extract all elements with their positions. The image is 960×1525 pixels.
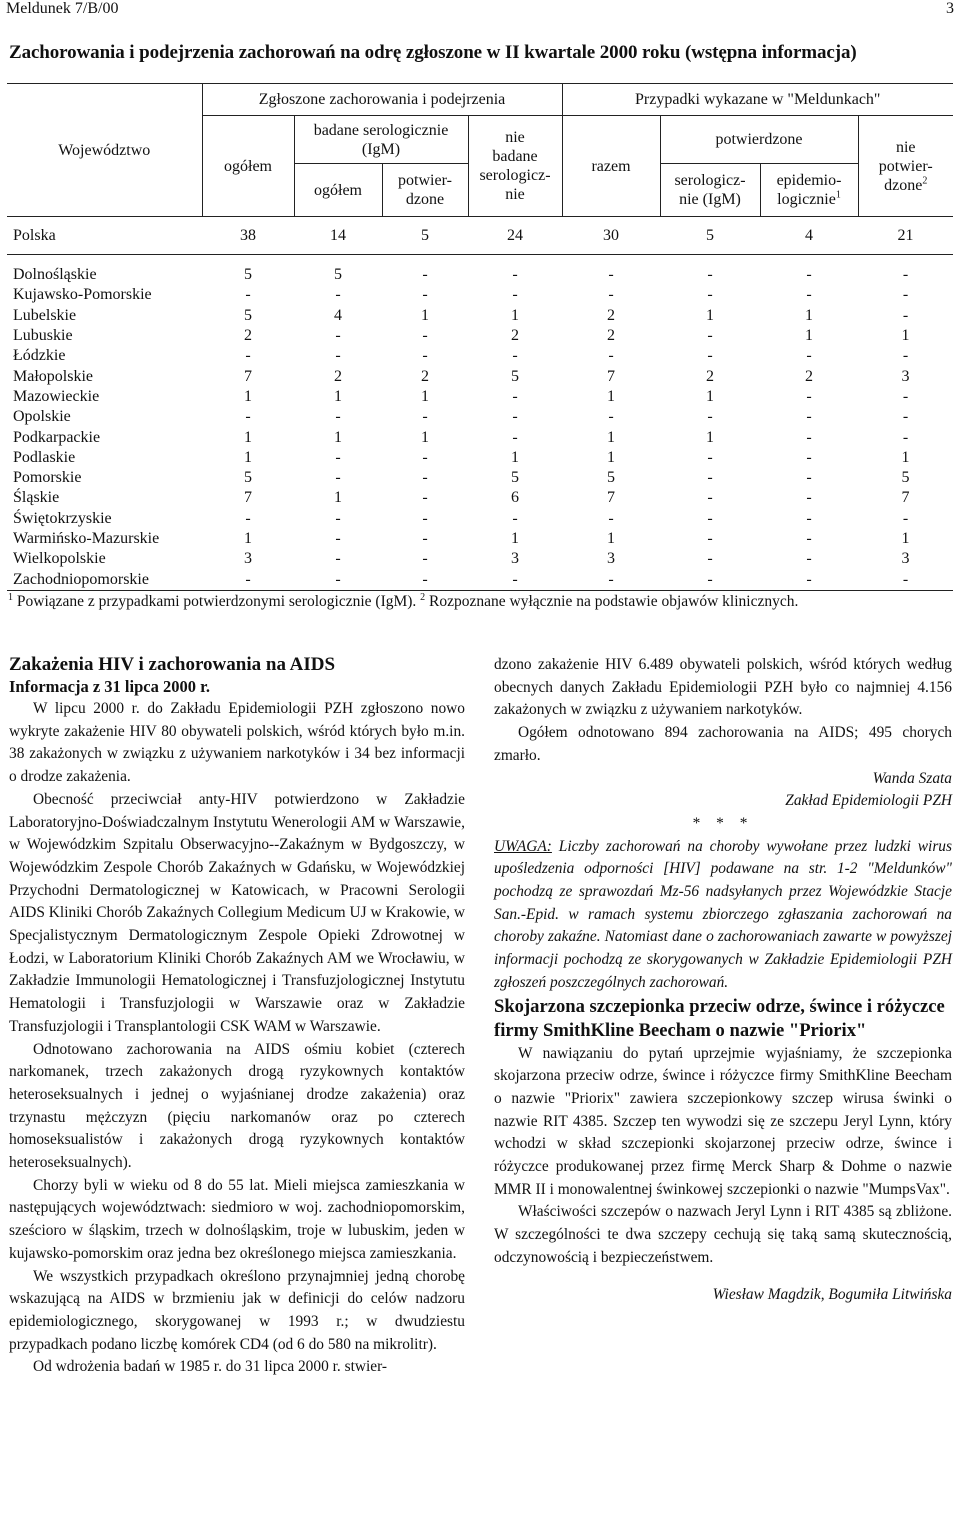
- table-cell: 1: [607, 428, 615, 446]
- table-cell: 2: [511, 327, 519, 345]
- table-row: [7, 265, 953, 285]
- table-cell: -: [335, 347, 341, 365]
- table-cell: 1: [421, 428, 429, 446]
- table-cell: 2: [607, 327, 615, 345]
- table-cell: -: [512, 286, 518, 304]
- table-cell: -: [608, 347, 614, 365]
- table-cell: -: [335, 327, 341, 345]
- table-cell: 1: [334, 489, 342, 507]
- table-cell: 3: [511, 550, 519, 568]
- table-cell: -: [422, 286, 428, 304]
- uwaga-text: Liczby zachorowań na choroby wywołane przez ludzki wirus upośledzenia odporności [HIV] podawane na str. 1-2 "Meldunków" pochodzą ze sprawozdań Mz-56 nadsyłanych przez Wojewódzkie Stacje San.-Epid. w ramach systemu zbiorczego zgłaszania zachorowań na choroby zakaźne. Natomiast dane o zachorowaniach zawarte w powyższej informacji pochodzą ze skorygowanych w Zakładzie Epidemiologii PZH zgłoszeń poszczególnych zachorowań.: [494, 837, 952, 991]
- table-cell: -: [707, 266, 713, 284]
- hiv-paragraph: Chorzy byli w wieku od 8 do 55 lat. Mieli miejsca zamieszkania w następujących województwach: siedmioro w woj. zachodniopomorskim, sześcioro w śląskim, trzech w dolnośląskim, troje w lubuskim, jeden w kujawsko-pomorskim oraz jedna bez określonego miejsca zamieszkania.: [9, 1176, 465, 1262]
- table-cell: -: [422, 347, 428, 365]
- col-sero-l1: serologicz-: [674, 172, 746, 189]
- table-cell: -: [245, 286, 251, 304]
- table-row: [7, 387, 953, 407]
- table-cell: -: [422, 408, 428, 426]
- region-name: Zachodniopomorskie: [7, 569, 202, 590]
- table-cell: -: [422, 469, 428, 487]
- table-cell: -: [707, 408, 713, 426]
- table-body: [7, 217, 953, 591]
- col-epidemiologicznie: [760, 164, 858, 217]
- hiv-subtitle: Informacja z 31 lipca 2000 r.: [9, 677, 211, 696]
- table-cell: 2: [607, 306, 615, 324]
- table-cell: -: [806, 550, 812, 568]
- table-cell: 1: [511, 530, 519, 547]
- total-cell: 5: [382, 217, 468, 255]
- total-name: Polska: [7, 217, 202, 255]
- table-row: [7, 285, 953, 305]
- table-cell: -: [902, 347, 909, 365]
- table-cell: 1: [244, 428, 252, 446]
- total-cell: 30: [562, 217, 660, 255]
- footnote-1: Powiązane z przypadkami potwierdzonymi serologicznie (IgM).: [16, 593, 417, 610]
- table-cell: -: [902, 286, 909, 304]
- col-nie-badane-l3: serologicz-: [479, 167, 551, 184]
- total-cell: 24: [468, 217, 562, 255]
- hiv-paragraph: Ogółem odnotowano 894 zachorowania na AIDS; 495 chorych zmarło.: [494, 724, 952, 764]
- region-name: Warmińsko-Mazurskie: [13, 530, 160, 547]
- table-cell: -: [806, 387, 812, 405]
- table-cell: -: [760, 569, 858, 590]
- footnote-sup-2: 2: [420, 591, 426, 603]
- table-row: [7, 346, 953, 366]
- footnote-sup-1: 1: [8, 591, 13, 603]
- table-row: [7, 468, 953, 488]
- table-row: [7, 529, 953, 549]
- table-cell: 2: [421, 367, 429, 385]
- table-cell: -: [608, 408, 614, 426]
- table-cell: -: [707, 509, 713, 527]
- table-cell: 1: [244, 530, 252, 547]
- table-cell: 2: [334, 367, 342, 385]
- hiv-affiliation: Zakład Epidemiologii PZH: [785, 792, 952, 810]
- col-nie-potwierdzone: [858, 116, 953, 217]
- table-cell: -: [902, 306, 909, 324]
- table-cell: 1: [805, 327, 813, 345]
- table-cell: 5: [244, 266, 252, 284]
- table-cell: 1: [421, 387, 429, 405]
- group-badane-line2: (IgM): [361, 140, 401, 158]
- table-cell: -: [806, 428, 812, 446]
- col-nie-potw-sup: 2: [922, 175, 928, 187]
- col-razem: razem: [562, 116, 660, 217]
- table-title: Zachorowania i podejrzenia zachorowań na odrę zgłoszone w II kwartale 2000 roku (wstępna informacja): [9, 42, 857, 63]
- table-cell: -: [512, 428, 518, 446]
- table-cell: -: [422, 448, 428, 466]
- region-name: Wielkopolskie: [13, 550, 106, 568]
- col-potwierdzone: [382, 164, 468, 217]
- table-cell: -: [422, 550, 428, 568]
- table-cell: 1: [607, 530, 615, 547]
- table-cell: -: [806, 286, 812, 304]
- table-cell: -: [512, 387, 518, 405]
- col-nie-potw-l2: potwier-: [878, 157, 933, 175]
- table-cell: -: [335, 286, 341, 304]
- table-row: [7, 549, 953, 569]
- table-cell: -: [512, 347, 518, 365]
- table-cell: -: [512, 266, 518, 284]
- col-epid-l1: epidemio-: [776, 172, 842, 189]
- table-cell: 1: [244, 448, 252, 466]
- column-right: [494, 654, 952, 1306]
- table-cell: -: [707, 550, 713, 568]
- priorix-paragraph: W nawiązaniu do pytań uprzejmie wyjaśniamy, że szczepionka skojarzona przeciw odrze, śwince i różyczce firmy SmithKline Beecham o nazwie "Priorix" zawiera szczepionkowy szczep wirusa świnki o nazwie RIT 4385. Szczep ten wywodzi się ze szczepu Jeryl Lynn, który wchodzi w skład szczepionki skojarzonej przeciw odrze, śwince i różyczce produkowanej przez firmę Merck Sharp & Dohme o nazwie MMR II i monowalentnej świnkowej szczepionki o nazwie "MumpsVax".: [494, 1044, 952, 1198]
- spacer-row: [7, 255, 953, 266]
- col-epid-sup: 1: [835, 189, 841, 201]
- hiv-paragraph: Obecność przeciwciał anty-HIV potwierdzono w Zakładzie Laboratoryjno-Doświadczalnym Instytutu Wenerologii AM w Warszawie, w Wojewódzkim Szpitalu Obserwacyjno--Zakaźnym w Bydgoszczy, w Wojewódzkim Zespole Chorób Zakaźnych w Gdańsku, w Wojewódzkiej Przychodni Dermatologicznej w Katowicach, w Pracowni Serologii AIDS Kliniki Chorób Zakaźnych Collegium Medicum UJ w Krakowie, w Specjalistycznym Dermatologicznym Zespole Opieki Zdrowotnej w Łodzi, w Laboratorium Kliniki Chorób Zakaźnych AM we Wrocławiu, w Zakładzie Immunologii Hematologicznej i Transfuzjologicznej Instytutu Hematologii i Transfuzjologii w Warszawie oraz w Zakładzie Transfuzjologii i Transplantologii CSK WAM w Warszawie.: [9, 790, 465, 1035]
- table-row: [7, 306, 953, 326]
- col-potw-l2: dzone: [405, 191, 445, 208]
- table-cell: -: [335, 550, 341, 568]
- table-cell: 5: [607, 469, 615, 487]
- table-cell: -: [707, 448, 713, 466]
- table-cell: -: [468, 569, 562, 590]
- table-footnote: [8, 593, 798, 611]
- table-cell: -: [806, 469, 812, 487]
- priorix-title: Skojarzona szczepionka przeciw odrze, śwince i różyczce firmy SmithKline Beecham o nazwie "Priorix": [494, 995, 945, 1041]
- table-cell: -: [512, 408, 518, 426]
- table-cell: -: [902, 266, 909, 284]
- table-cell: -: [335, 509, 341, 527]
- table-cell: -: [422, 327, 428, 345]
- table-cell: 1: [421, 306, 429, 324]
- table-cell: 3: [607, 550, 615, 568]
- table-cell: -: [707, 327, 713, 345]
- separator-stars: * * *: [692, 814, 754, 832]
- table-cell: -: [245, 509, 251, 527]
- region-name: Opolskie: [13, 408, 71, 426]
- col-nie-potw-l1: nie: [895, 138, 916, 156]
- col-nie-badane: [468, 116, 562, 217]
- measles-table: [7, 83, 953, 591]
- region-name: Łódzkie: [13, 347, 66, 365]
- region-name: Kujawsko-Pomorskie: [13, 286, 152, 304]
- table-cell: -: [707, 489, 713, 507]
- hiv-paragraph: Odnotowano zachorowania na AIDS ośmiu kobiet (czterech narkomanek, trzech zakażonych drogą ryzykownych kontaktów heteroseksualnych i jednej o wyjaśnianej drodze zakażenia) oraz trzynastu mężczyzn (pięciu narkomanów oraz po czterech homoseksualistów i zakażonych drogą ryzykownych kontaktów heteroseksualnych).: [9, 1040, 465, 1172]
- table-cell: 5: [334, 266, 342, 284]
- region-name: Podlaskie: [13, 448, 76, 466]
- priorix-paragraph: Właściwości szczepów o nazwach Jeryl Lynn i RIT 4385 są zbliżone. W szczególności te dwa szczepy cechują się taką samą skutecznością, odczynowością i bezpieczeństwem.: [494, 1203, 952, 1266]
- table-cell: -: [902, 387, 909, 405]
- col-sero-l2: nie (IgM): [679, 191, 741, 208]
- page-number: 3: [946, 0, 954, 17]
- column-left: [9, 654, 465, 1379]
- table-cell: 1: [901, 327, 910, 345]
- hiv-paragraph: We wszystkich przypadkach określono przynajmniej jedną chorobę wskazującą na AIDS w brzmieniu jak w definicji do celów nadzoru epidemiologicznego, skorygowanej w 1993 r.; w dwudziestu przypadkach podano liczbę komórek CD4 (od 6 do 580 na mikrolitr).: [9, 1267, 465, 1353]
- table-cell: -: [707, 469, 713, 487]
- total-cell: 5: [660, 217, 760, 255]
- table-cell: -: [806, 489, 812, 507]
- table-row: [7, 488, 953, 508]
- table-cell: -: [562, 569, 660, 590]
- table-cell: -: [335, 530, 341, 547]
- table-cell: 1: [706, 387, 714, 405]
- table-cell: -: [608, 266, 614, 284]
- table-cell: 5: [511, 469, 519, 487]
- table-row: [7, 326, 953, 346]
- group-przypadki: Przypadki wykazane w "Meldunkach": [562, 84, 953, 116]
- table-cell: -: [806, 509, 812, 527]
- table-cell: 1: [334, 428, 342, 446]
- table-cell: -: [902, 408, 909, 426]
- table-cell: -: [806, 530, 812, 547]
- table-cell: 1: [901, 448, 910, 466]
- col-nie-badane-l1: nie: [505, 129, 525, 146]
- hiv-paragraph-continued: dzono zakażenie HIV 6.489 obywateli polskich, wśród których według obecnych danych Zakładu Epidemiologii PZH było co najmniej 4.156 zakażonych w związku z używaniem narkotyków.: [494, 656, 952, 719]
- total-row: [7, 217, 953, 255]
- group-badane-line1: badane serologicznie: [313, 121, 449, 139]
- table-cell: -: [707, 347, 713, 365]
- region-name: Świętokrzyskie: [13, 509, 112, 527]
- table-row: [7, 427, 953, 447]
- col-wojewodztwo: Województwo: [7, 84, 202, 217]
- region-name: Lubelskie: [13, 306, 77, 324]
- table-cell: -: [422, 489, 428, 507]
- table-cell: 1: [706, 306, 714, 324]
- table-row: [7, 569, 953, 590]
- table-cell: -: [335, 408, 341, 426]
- footnote-2: Rozpoznane wyłącznie na podstawie objawów klinicznych.: [429, 593, 799, 610]
- col-potw-l1: potwier-: [398, 172, 452, 189]
- table-cell: 1: [607, 387, 615, 405]
- group-zgloszone: Zgłoszone zachorowania i podejrzenia: [202, 84, 562, 116]
- table-cell: 4: [334, 306, 342, 324]
- col-ogolem: ogółem: [202, 116, 294, 217]
- table-cell: -: [806, 448, 812, 466]
- hiv-paragraph: W lipcu 2000 r. do Zakładu Epidemiologii PZH zgłoszono nowo wykryte zakażenie HIV 80 obywateli polskich, wśród których było m.in. 38 zakażonych w związku z używaniem narkotyków i 34 bez informacji o drodze zakażenia.: [9, 700, 465, 786]
- table-cell: -: [202, 569, 294, 590]
- bulletin-id: Meldunek 7/B/00: [6, 0, 119, 17]
- table-cell: -: [422, 530, 428, 547]
- table-cell: -: [806, 347, 812, 365]
- region-name: Śląskie: [13, 489, 60, 507]
- region-name: Pomorskie: [13, 469, 82, 487]
- region-name: Dolnośląskie: [13, 266, 97, 284]
- table-cell: -: [858, 569, 953, 590]
- table-cell: 5: [244, 306, 252, 324]
- total-cell: 14: [294, 217, 382, 255]
- total-cell: 21: [858, 217, 953, 255]
- table-cell: -: [707, 530, 713, 547]
- table-cell: 7: [244, 367, 252, 385]
- table-cell: 2: [706, 367, 714, 385]
- total-cell: 4: [760, 217, 858, 255]
- table-cell: 1: [607, 448, 615, 466]
- hiv-author: Wanda Szata: [872, 769, 952, 787]
- table-cell: 1: [244, 387, 252, 405]
- table-cell: -: [806, 266, 812, 284]
- table-cell: -: [608, 286, 614, 304]
- table-cell: 1: [901, 530, 910, 547]
- table-cell: 2: [244, 327, 252, 345]
- col-nie-badane-l2: badane: [492, 148, 538, 165]
- table-cell: 1: [511, 448, 519, 466]
- region-name: Mazowieckie: [13, 387, 100, 405]
- table-cell: 7: [607, 367, 615, 385]
- table-cell: -: [608, 509, 614, 527]
- priorix-authors: Wiesław Magdzik, Bogumiła Litwińska: [712, 1285, 952, 1303]
- table-cell: 2: [805, 367, 813, 385]
- table-cell: 5: [244, 469, 252, 487]
- group-potwierdzone: potwierdzone: [660, 116, 858, 164]
- hiv-paragraph: Od wdrożenia badań w 1985 r. do 31 lipca 2000 r. stwier-: [33, 1358, 388, 1376]
- table-cell: -: [707, 286, 713, 304]
- region-name: Lubuskie: [13, 327, 73, 345]
- table-cell: 3: [901, 367, 910, 385]
- table-cell: 5: [901, 469, 910, 487]
- table-cell: -: [294, 569, 382, 590]
- hiv-title: Zakażenia HIV i zachorowania na AIDS: [9, 654, 336, 675]
- col-epid-l2: logicznie: [777, 191, 836, 208]
- table-cell: -: [335, 469, 341, 487]
- region-name: Podkarpackie: [13, 428, 101, 446]
- table-cell: -: [335, 448, 341, 466]
- col-serologicznie: [660, 164, 760, 217]
- table-cell: -: [382, 569, 468, 590]
- table-cell: 7: [901, 489, 910, 507]
- total-cell: 38: [202, 217, 294, 255]
- group-badane: [294, 116, 468, 164]
- table-cell: 6: [511, 489, 519, 507]
- table-cell: 1: [334, 387, 342, 405]
- table-row: [7, 366, 953, 386]
- table-cell: 5: [511, 367, 519, 385]
- table-cell: -: [422, 266, 428, 284]
- table-cell: -: [902, 509, 909, 527]
- table-row: [7, 509, 953, 529]
- col-nie-badane-l4: nie: [505, 186, 525, 203]
- table-cell: -: [806, 408, 812, 426]
- col-nie-potw-l3: dzone: [884, 176, 923, 194]
- table-row: [7, 448, 953, 468]
- table-cell: -: [422, 509, 428, 527]
- table-cell: -: [245, 347, 251, 365]
- table-cell: 3: [901, 550, 910, 568]
- table-cell: 7: [607, 489, 615, 507]
- table-cell: 1: [805, 306, 813, 324]
- table-cell: -: [660, 569, 760, 590]
- table-row: [7, 407, 953, 427]
- table-cell: 7: [244, 489, 252, 507]
- table-cell: 1: [511, 306, 519, 324]
- uwaga-note: [494, 836, 952, 995]
- table-cell: 1: [706, 428, 714, 446]
- table-cell: -: [512, 509, 518, 527]
- table-cell: -: [902, 428, 909, 446]
- col-badane-ogolem: ogółem: [294, 164, 382, 217]
- table-cell: 3: [244, 550, 252, 568]
- uwaga-label: UWAGA:: [494, 837, 552, 855]
- region-name: Małopolskie: [13, 367, 93, 385]
- table-cell: -: [245, 408, 251, 426]
